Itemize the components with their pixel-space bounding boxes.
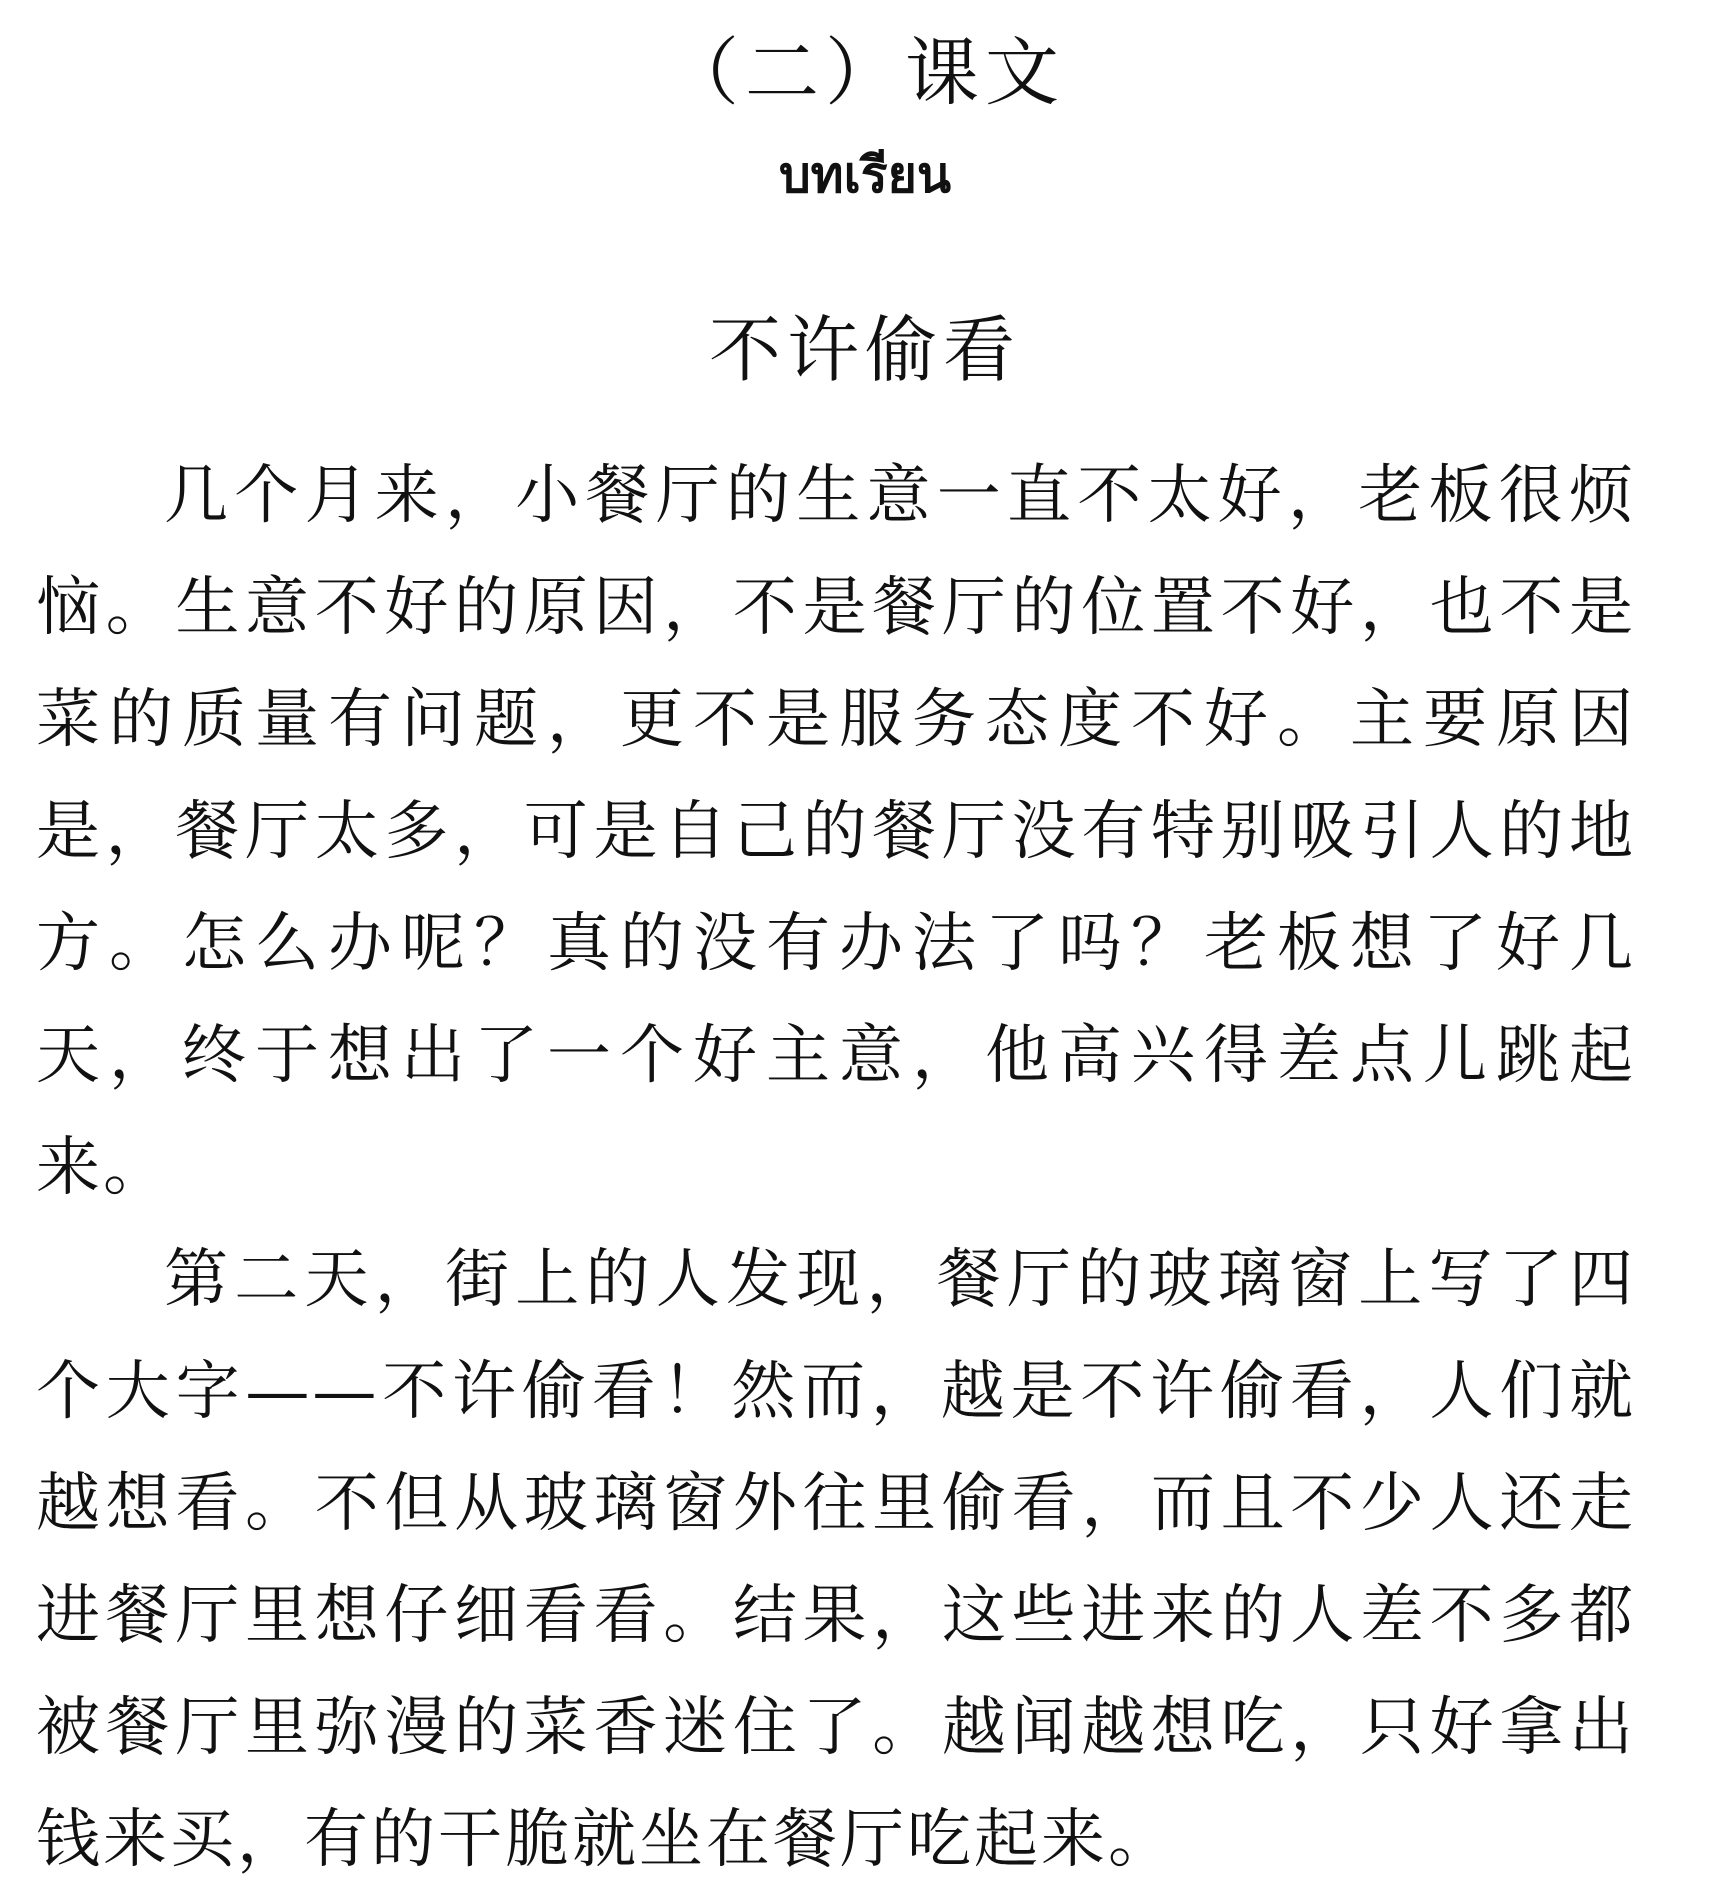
paragraph-2: 第二天，街上的人发现，餐厅的玻璃窗上写了四个大字——不许偷看！然而，越是不许偷看，人们就越想看。不但从玻璃窗外往里偷看，而且不少人还走进餐厅里想仔细看看。结果，这些进来的人差不多都被餐厅里弥漫的菜香迷住了。越闻越想吃，只好拿出钱来买，有的干脆就坐在餐厅吃起来。 xyxy=(36,1243,1636,1877)
paragraph-1: 几个月来，小餐厅的生意一直不太好，老板很烦恼。生意不好的原因，不是餐厅的位置不好，也不是菜的质量有问题，更不是服务态度不好。主要原因是，餐厅太多，可是自己的餐厅没有特别吸引人的地方。怎么办呢？真的没有办法了吗？老板想了好几天，终于想出了一个好主意，他高兴得差点儿跳起来。 xyxy=(36,459,1636,1205)
lesson-title: 不许偷看 xyxy=(708,308,1021,392)
lesson-body xyxy=(36,440,1636,1896)
section-heading-thai: บทเรียน xyxy=(778,146,952,204)
section-heading: （二）课文 xyxy=(665,30,1065,116)
